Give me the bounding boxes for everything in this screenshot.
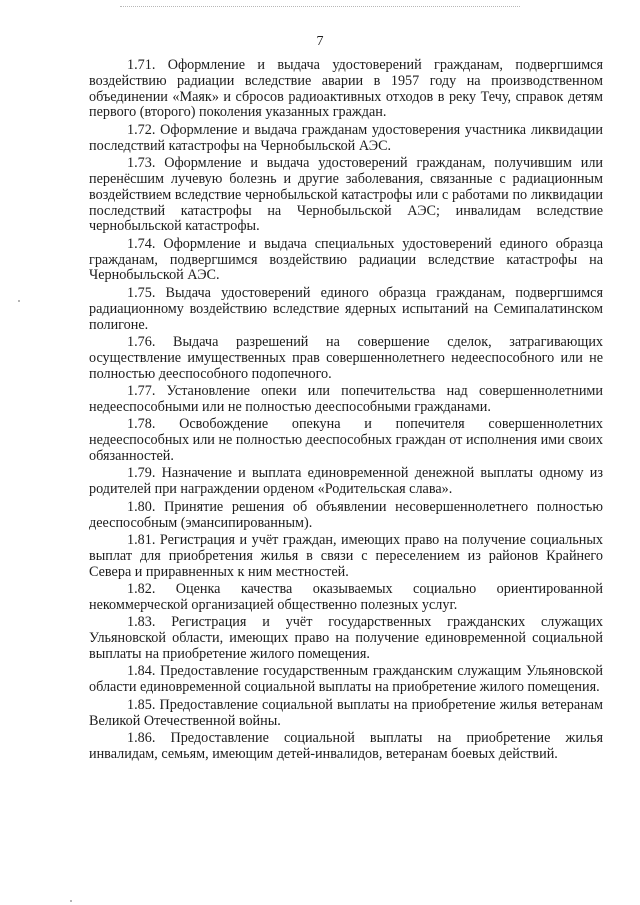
list-item-1-74: 1.74. Оформление и выдача специальных удостоверений единого образца гражданам, подвергшимся воздействию радиации вследствие катастрофы на Чернобыльской АЭС.: [89, 235, 603, 284]
page-number: 7: [316, 34, 324, 49]
scan-artifact-line: [120, 6, 520, 9]
list-item-1-73: 1.73. Оформление и выдача удостоверений гражданам, получившим или перенёсшим лучевую болезнь и другие заболевания, связанные с радиационным воздействием вследствие чернобыльской катастрофы или с работами по ликвидации последствий катастрофы на Чернобыльской АЭС; инвалидам вследствие чернобыльской катастрофы.: [89, 155, 603, 235]
list-item-1-79: 1.79. Назначение и выплата единовременной денежной выплаты одному из родителей при награждении орденом «Родительская слава».: [89, 465, 603, 498]
scan-speck: [18, 300, 20, 302]
list-item-1-85: 1.85. Предоставление социальной выплаты на приобретение жилья ветеранам Великой Отечественной войны.: [89, 696, 603, 729]
list-item-1-86: 1.86. Предоставление социальной выплаты на приобретение жилья инвалидам, семьям, имеющим детей-инвалидов, ветеранам боевых действий.: [89, 729, 603, 762]
list-item-1-72: 1.72. Оформление и выдача гражданам удостоверения участника ликвидации последствий катастрофы на Чернобыльской АЭС.: [89, 121, 603, 154]
list-item-1-81: 1.81. Регистрация и учёт граждан, имеющих право на получение социальных выплат для приобретения жилья в связи с переселением из районов Крайнего Севера и приравненных к ним местностей.: [89, 531, 603, 580]
list-item-1-77: 1.77. Установление опеки или попечительства над совершеннолетними недееспособными или не полностью дееспособными гражданами.: [89, 383, 603, 415]
list-item-1-84: 1.84. Предоставление государственным гражданским служащим Ульяновской области единовременной социальной выплаты на приобретение жилого помещения.: [89, 663, 603, 696]
list-item-1-76: 1.76. Выдача разрешений на совершение сделок, затрагивающих осуществление имущественных прав совершеннолетнего недееспособного или не полностью дееспособного подопечного.: [89, 333, 603, 382]
list-item-1-80: 1.80. Принятие решения об объявлении несовершеннолетнего полностью дееспособным (эмансипированным).: [89, 498, 603, 531]
list-item-1-83: 1.83. Регистрация и учёт государственных гражданских служащих Ульяновской области, имеющих право на получение единовременной социальной выплаты на приобретение жилого помещения.: [89, 614, 603, 662]
document-body: [89, 58, 603, 764]
list-item-1-78: 1.78. Освобождение опекуна и попечителя совершеннолетних недееспособных или не полностью дееспособных граждан от исполнения ими своих обязанностей.: [89, 416, 603, 464]
scan-speck: [70, 900, 72, 902]
list-item-1-71: 1.71. Оформление и выдача удостоверений гражданам, подвергшимся воздействию радиации вследствие аварии в 1957 году на производственном объединении «Маяк» и сбросов радиоактивных отходов в реку Течу, справок детям первого (второго) поколения указанных граждан.: [89, 57, 603, 121]
list-item-1-75: 1.75. Выдача удостоверений единого образца гражданам, подвергшимся радиационному воздействию вследствие ядерных испытаний на Семипалатинском полигоне.: [89, 284, 603, 333]
list-item-1-82: 1.82. Оценка качества оказываемых социально ориентированной некоммерческой организацией общественно полезных услуг.: [89, 581, 603, 613]
